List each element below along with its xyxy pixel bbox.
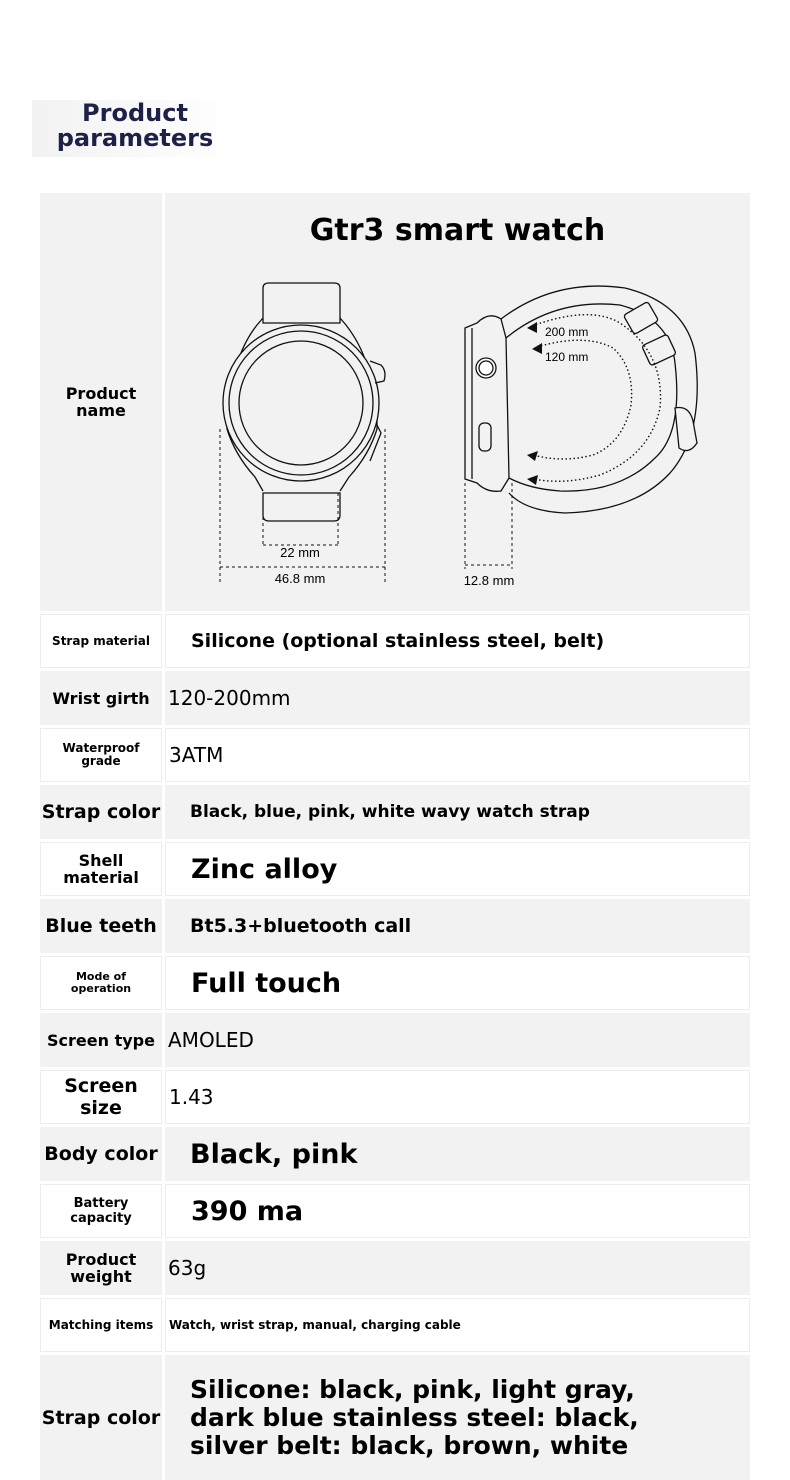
mode-value: Full touch: [165, 956, 750, 1010]
weight-value: 63g: [165, 1241, 750, 1295]
case-width-label: 46.8 mm: [274, 571, 326, 586]
shell-material-value: Zinc alloy: [165, 842, 750, 896]
spec-row-strap-color-options: [40, 1355, 750, 1480]
screen-size-label: Screen size: [40, 1070, 162, 1124]
spec-row-screen-type: [40, 1013, 750, 1067]
girth-arrows: [532, 315, 661, 482]
spec-row-wrist-girth: [40, 671, 750, 725]
screen-size-value: 1.43: [165, 1070, 750, 1124]
spec-row-weight: [40, 1241, 750, 1295]
wrist-girth-label: Wrist girth: [40, 671, 162, 725]
strap-color-value: Black, blue, pink, white wavy watch strap: [165, 785, 750, 839]
blue-teeth-label: Blue teeth: [40, 899, 162, 953]
girth-min-label: 120 mm: [545, 350, 589, 364]
mode-label: Mode of operation: [40, 956, 162, 1010]
strap-material-value: Silicone (optional stainless steel, belt): [165, 614, 750, 668]
spec-row-battery: [40, 1184, 750, 1238]
wrist-girth-value: 120-200mm: [165, 671, 750, 725]
matching-label: Matching items: [40, 1298, 162, 1352]
battery-label: Battery capacity: [40, 1184, 162, 1238]
strap-material-label: Strap material: [40, 614, 162, 668]
side-dimension-lines: [465, 483, 512, 569]
spec-row-strap-material: [40, 614, 750, 668]
spec-row-waterproof: [40, 728, 750, 782]
spec-row-screen-size: [40, 1070, 750, 1124]
product-name-label: Product name: [40, 193, 162, 611]
blue-teeth-value: Bt5.3+bluetooth call: [165, 899, 750, 953]
strap-color-options-label: Strap color: [40, 1355, 162, 1480]
watch-diagram: [165, 193, 750, 611]
strap-color-label: Strap color: [40, 785, 162, 839]
weight-label: Product weight: [40, 1241, 162, 1295]
product-diagram-cell: [165, 193, 750, 611]
strap-width-label: 22 mm: [280, 545, 320, 560]
page-title: Product parameters: [32, 100, 238, 157]
body-color-label: Body color: [40, 1127, 162, 1181]
spec-row-matching: [40, 1298, 750, 1352]
battery-value: 390 ma: [165, 1184, 750, 1238]
screen-type-label: Screen type: [40, 1013, 162, 1067]
screen-type-value: AMOLED: [165, 1013, 750, 1067]
spec-row-strap-color: [40, 785, 750, 839]
product-name-row: [40, 193, 750, 611]
body-color-value: Black, pink: [165, 1127, 750, 1181]
spec-row-shell-material: [40, 842, 750, 896]
strap-color-options-value: Silicone: black, pink, light gray, dark blue stainless steel: black, silver belt: black, brown, white: [165, 1355, 750, 1480]
thickness-label: 12.8 mm: [463, 573, 515, 588]
matching-value: Watch, wrist strap, manual, charging cable: [165, 1298, 750, 1352]
product-title: Gtr3 smart watch: [309, 213, 606, 248]
spec-row-blue-teeth: [40, 899, 750, 953]
spec-row-body-color: [40, 1127, 750, 1181]
spec-row-mode: [40, 956, 750, 1010]
waterproof-value: 3ATM: [165, 728, 750, 782]
waterproof-label: Waterproof grade: [40, 728, 162, 782]
shell-material-label: Shell material: [40, 842, 162, 896]
girth-max-label: 200 mm: [545, 325, 589, 339]
